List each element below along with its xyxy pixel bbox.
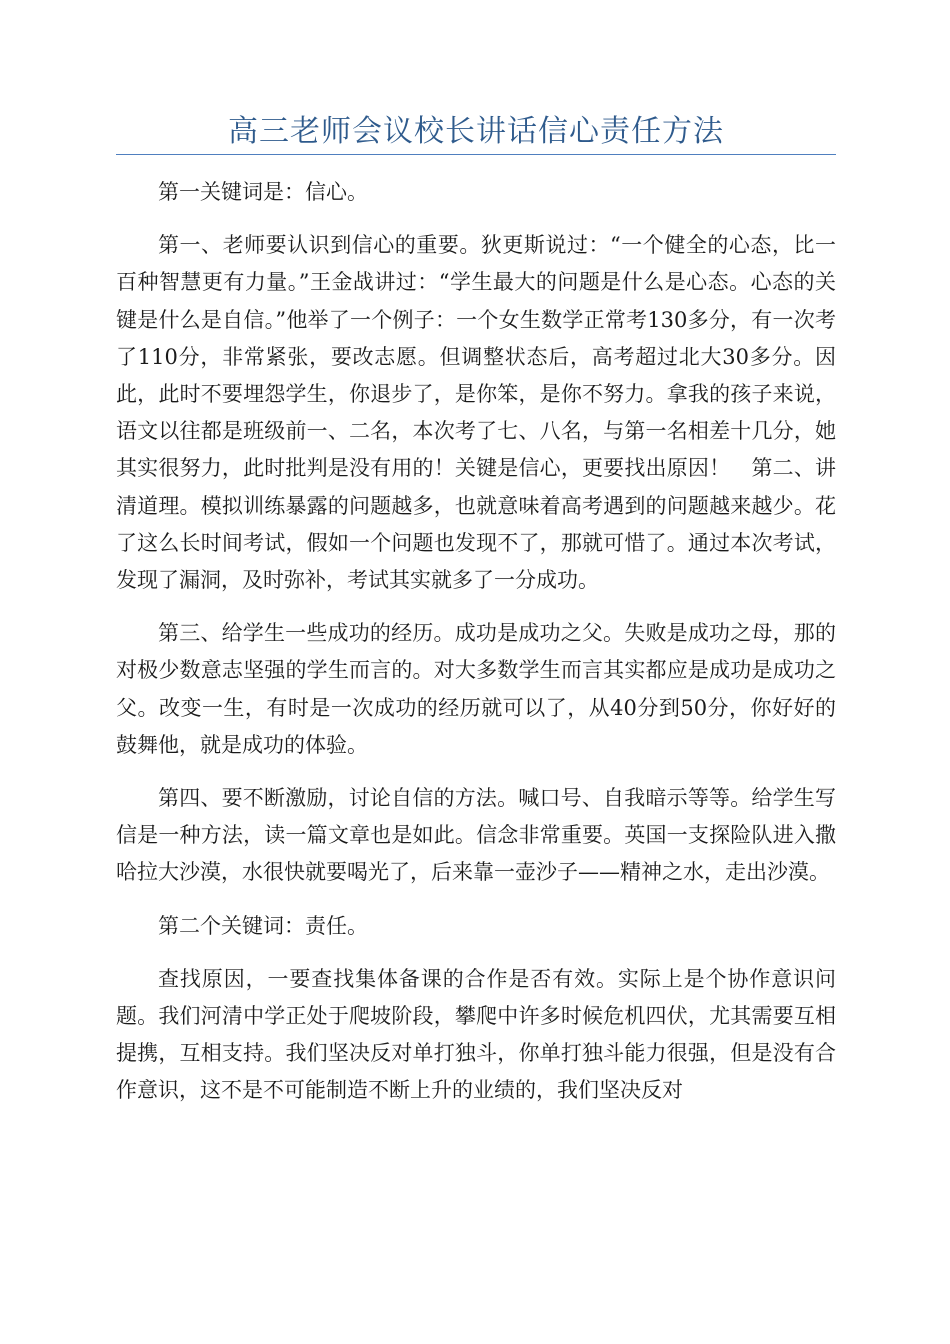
paragraph-find-reasons: 查找原因，一要查找集体备课的合作是否有效。实际上是个协作意识问题。我们河清中学正处于爬坡阶段，攀爬中许多时候危机四伏，尤其需要互相提携，互相支持。我们坚决反对单打独斗，你单打独斗能力很强，但是没有合作意识，这不是不可能制造不断上升的业绩的，我们坚决反对 <box>116 966 836 1103</box>
paragraph-point-four: 第四、要不断激励，讨论自信的方法。喊口号、自我暗示等等。给学生写信是一种方法，读一篇文章也是如此。信念非常重要。英国一支探险队进入撒哈拉大沙漠，水很快就要喝光了，后来靠一壶沙子——精神之水，走出沙漠。 <box>116 786 836 885</box>
paragraph-point-one-two: 第一、老师要认识到信心的重要。狄更斯说过：“一个健全的心态，比一百种智慧更有力量。”王金战讲过：“学生最大的问题是什么是心态。心态的关键是什么是自信。”他举了一个例子：一个女生数学正常考130多分，有一次考了110分，非常紧张，要改志愿。但调整状态后，高考超过北大30多分。因此，此时不要埋怨学生，你退步了，是你笨，是你不努力。拿我的孩子来说，语文以往都是班级前一、二名，本次考了七、八名，与第一名相差十几分，她其实很努力，此时批判是没有用的！关键是信心，更要找出原因！ 第二、讲清道理。模拟训练暴露的问题越多，也就意味着高考遇到的问题越来越少。花了这么长时间考试，假如一个问题也发现不了，那就可惜了。通过本次考试，发现了漏洞，及时弥补，考试其实就多了一分成功。 <box>116 233 836 593</box>
paragraph-keyword-confidence: 第一关键词是：信心。 <box>158 180 368 204</box>
document-title: 高三老师会议校长讲话信心责任方法 <box>228 114 724 149</box>
title-underline <box>116 154 836 155</box>
document-body <box>116 174 836 1126</box>
paragraph-point-three: 第三、给学生一些成功的经历。成功是成功之父。失败是成功之母，那的对极少数意志坚强的学生而言的。对大多数学生而言其实都应是成功是成功之父。改变一生，有时是一次成功的经历就可以了，从40分到50分，你好好的鼓舞他，就是成功的体验。 <box>116 621 836 757</box>
paragraph-keyword-responsibility: 第二个关键词：责任。 <box>158 913 368 938</box>
